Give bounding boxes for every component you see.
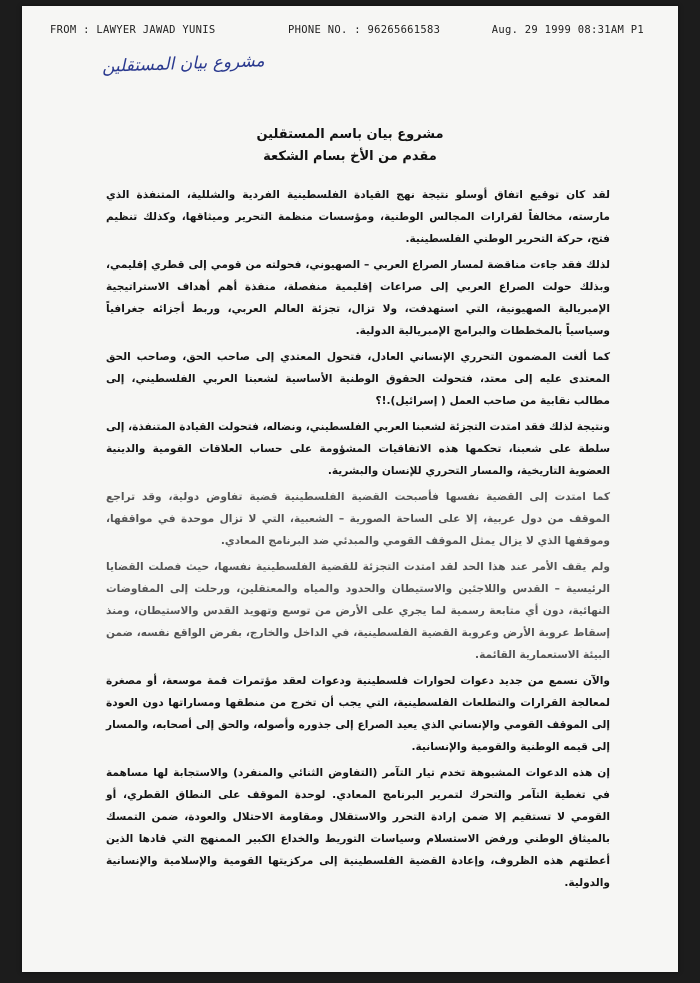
paragraph-2: لذلك فقد جاءت مناقضة لمسار الصراع العربي – الصهيوني، فحولته من قومي إلى قطري إقليمي، وبذلك حولت الصراع العربي إلى صراعات إقليمية منفصلة، منفذة أهم أهداف الاستراتيجية الإمبريالية الصهيونية، التي استهدفت، ولا تزال، تجزئة العالم العربي، وربط أجزائه جغرافياً وسياسياً بالمخططات والبرامج الإمبريالية الدولية. [106, 259, 610, 337]
document-title [22, 124, 678, 168]
title-line-1: مشروع بيان باسم المستقلين [256, 127, 444, 142]
title-line-2: مقدم من الأخ بسام الشكعة [263, 149, 437, 164]
paragraph-4: ونتيجة لذلك فقد امتدت التجزئة لشعبنا العربي الفلسطيني، ونضاله، فتحولت القيادة المتنفذة، إلى سلطة على شعبنا، تحكمها هذه الاتفاقيات المشؤومة على حساب العلاقات القومية والدينية العضوية التاريخية، والمسار التحرري للإنسان والبشرية. [106, 421, 610, 477]
fax-from: FROM : LAWYER JAWAD YUNIS [50, 24, 216, 36]
paragraph-3: كما ألغت المضمون التحرري الإنساني العادل، فتحول المعتدي إلى صاحب الحق، وصاحب الحق المعتدى عليه إلى معتد، فتحولت الحقوق الوطنية الأساسية لشعبنا العربي الفلسطيني، إلى مطالب نقابية من صاحب العمل ( إسرائيل).!؟ [106, 351, 610, 407]
paragraph-5: كما امتدت إلى القضية نفسها فأصبحت القضية الفلسطينية قضية تفاوض دولية، وقد تراجع الموقف من دول عربية، إلا على الساحة الصورية – الشعبية، التي لا تزال موحدة في مواقفها، وموقفها الذي لا يزال يمثل الموقف القومي والمبدئي ضد البرنامج المعادي. [106, 491, 610, 547]
document-page [22, 6, 678, 972]
paragraph-7: والآن نسمع من جديد دعوات لحوارات فلسطينية ودعوات لعقد مؤتمرات قمة موسعة، أو مصغرة لمعالجة القرارات والتطلعات الفلسطينية، التي يجب أن تخرج من منطقها ومساراتها دون العودة إلى الموقف القومي والإنساني الذي يعيد الصراع إلى جذوره وأصوله، والحق إلى أصحابه، والمسار إلى قيمه الوطنية والقومية والإنسانية. [106, 675, 610, 753]
paragraph-6: ولم يقف الأمر عند هذا الحد لقد امتدت التجزئة للقضية الفلسطينية نفسها، حيث فصلت القضايا الرئيسية – القدس واللاجئين والاستيطان والحدود والمياه والمعتقلين، ورحلت إلى المفاوضات النهائية، دون أي متابعة رسمية لما يجري على الأرض من توسع وتهويد القدس والاستيطان، ومنذ إسقاط عروبة الأرض وعروبة القضية الفلسطينية، في الداخل والخارج، بفرض الواقع نفسه، ضمن البيئة الاستعمارية القائمة. [106, 561, 610, 661]
fax-phone: PHONE NO. : 96265661583 [288, 24, 441, 36]
paragraph-1: لقد كان توقيع اتفاق أوسلو نتيجة نهج القيادة الفلسطينية الفردية والشللية، المتنفذة الذي مارسته، مخالفاً لقرارات المجالس الوطنية، ومؤسسات منظمة التحرير وميثاقها، وكذلك تنظيم فتح، حركة التحرير الوطني الفلسطينية. [106, 189, 610, 245]
paragraph-8: إن هذه الدعوات المشبوهة تخدم تيار التآمر (التفاوض الثنائي والمنفرد) والاستجابة لها مساهمة في تغطية التآمر والتحرك لتمرير البرنامج المعادي. لوحدة الموقف على النطاق القطري، أو القومي لا تستقيم إلا ضمن إرادة التحرر والاستقلال ومقاومة الاحتلال والعودة، ضمن التمسك بالميثاق الوطني ورفض الاستسلام وسياسات التوريط والخداع الكبير الممنهج التي قادها الذين أعطتهم هذه الظروف، وإعادة القضية الفلسطينية إلى مركزيتها القومية والإسلامية والإنسانية والدولية. [106, 767, 610, 889]
handwritten-note: مشروع بيان المستقلين [101, 51, 265, 77]
fax-date: Aug. 29 1999 08:31AM P1 [491, 24, 644, 36]
document-body [106, 184, 610, 898]
